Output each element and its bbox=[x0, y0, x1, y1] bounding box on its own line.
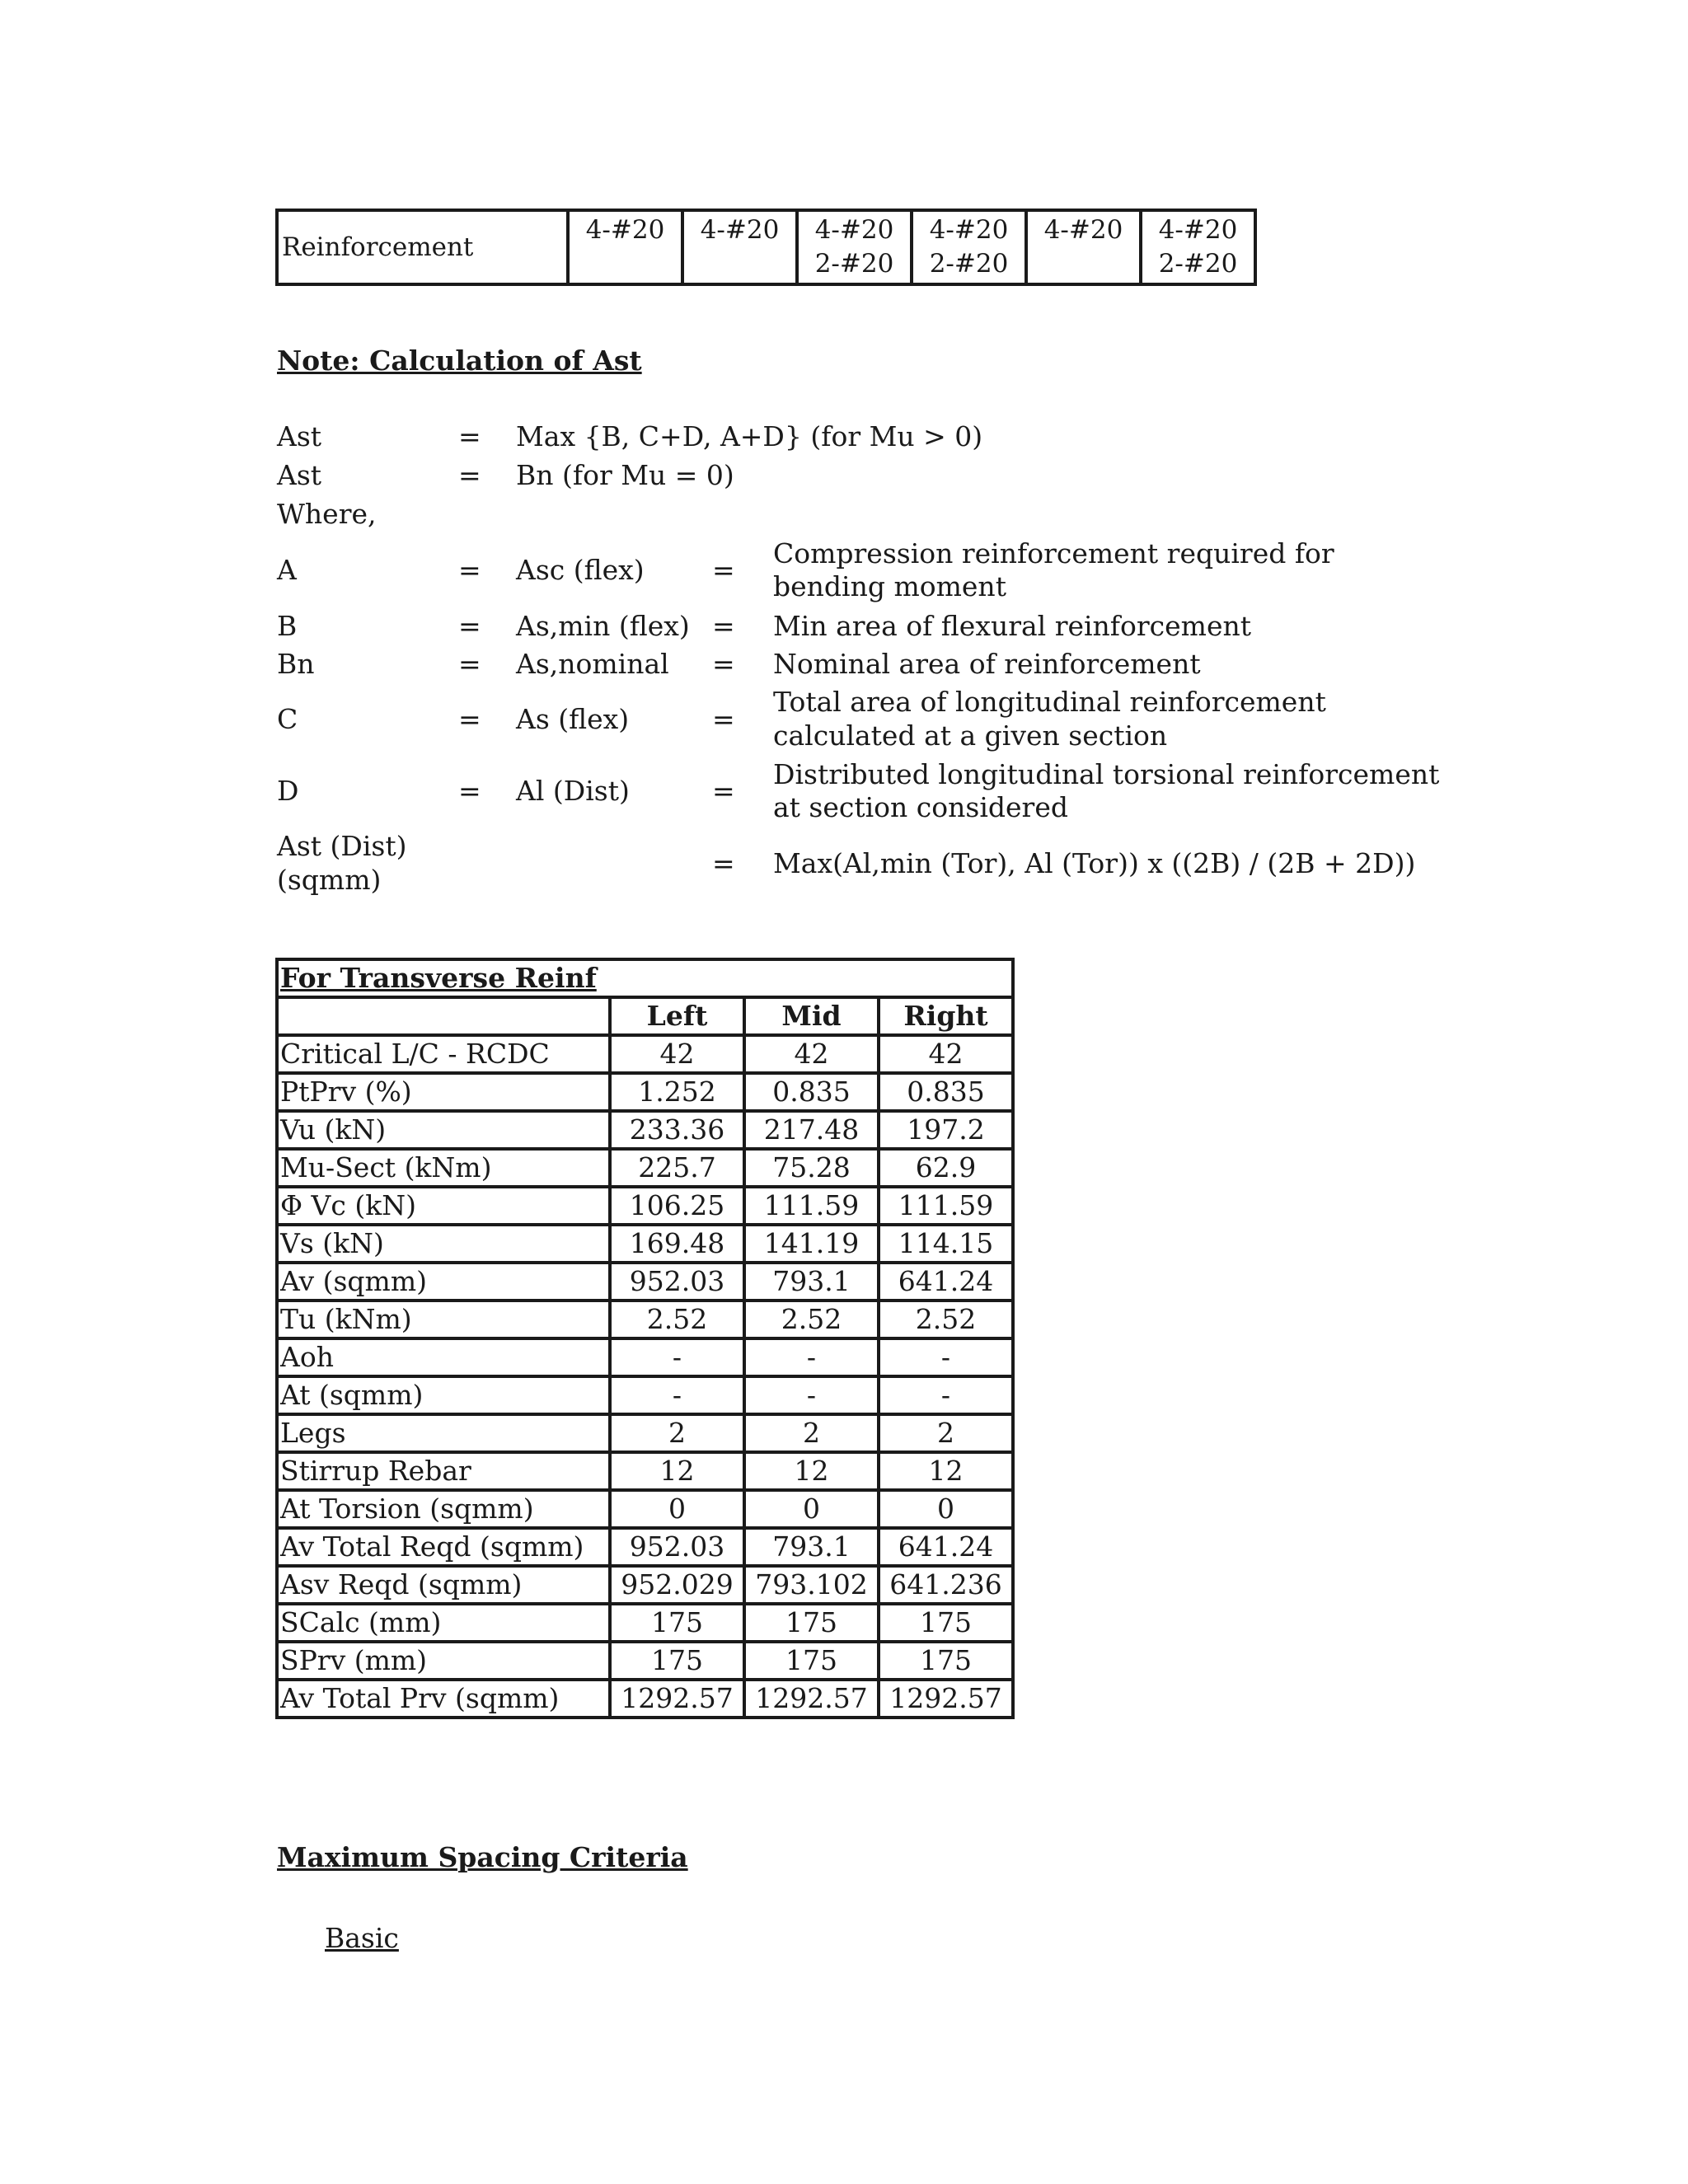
ast-formula: Max {B, C+D, A+D} (for Mu > 0) bbox=[516, 420, 983, 452]
header-blank bbox=[277, 997, 610, 1035]
bar-line-1: 4-#20 bbox=[700, 215, 780, 245]
cell-mid: 793.1 bbox=[744, 1528, 879, 1566]
row-label: Φ Vc (kN) bbox=[277, 1187, 610, 1225]
bar-line-1: 4-#20 bbox=[585, 215, 665, 245]
cell-left: 952.03 bbox=[610, 1528, 744, 1566]
cell-mid: 0.835 bbox=[744, 1073, 879, 1111]
cell-mid: 793.1 bbox=[744, 1263, 879, 1301]
cell-right: 62.9 bbox=[879, 1149, 1013, 1187]
bar-line-2 bbox=[570, 247, 681, 281]
reinforcement-cell bbox=[1026, 210, 1141, 284]
table-row bbox=[277, 1528, 1013, 1566]
cell-mid: 1292.57 bbox=[744, 1680, 879, 1718]
cell-mid: 793.102 bbox=[744, 1566, 879, 1604]
equals-sign: = bbox=[712, 703, 735, 735]
cell-left: 12 bbox=[610, 1452, 744, 1490]
cell-right: 114.15 bbox=[879, 1225, 1013, 1263]
equals-sign: = bbox=[458, 648, 481, 680]
cell-mid: 111.59 bbox=[744, 1187, 879, 1225]
cell-right: 42 bbox=[879, 1035, 1013, 1073]
cell-right: 641.24 bbox=[879, 1528, 1013, 1566]
cell-mid: - bbox=[744, 1376, 879, 1414]
def-symbol: D bbox=[277, 775, 299, 807]
def-term: Al (Dist) bbox=[516, 775, 630, 807]
row-label: Asv Reqd (sqmm) bbox=[277, 1566, 610, 1604]
reinforcement-table bbox=[275, 209, 1257, 286]
cell-left: 42 bbox=[610, 1035, 744, 1073]
row-label: PtPrv (%) bbox=[277, 1073, 610, 1111]
table-title-row bbox=[277, 959, 1013, 997]
table-row bbox=[277, 1149, 1013, 1187]
row-label: Tu (kNm) bbox=[277, 1301, 610, 1338]
cell-right: 641.24 bbox=[879, 1263, 1013, 1301]
cell-left: 169.48 bbox=[610, 1225, 744, 1263]
cell-right: 1292.57 bbox=[879, 1680, 1013, 1718]
table-row bbox=[277, 1035, 1013, 1073]
def-term: As,nominal bbox=[516, 648, 669, 680]
bar-line-2: 2-#20 bbox=[929, 249, 1009, 279]
reinforcement-cell bbox=[1141, 210, 1255, 284]
bar-line-2 bbox=[684, 247, 795, 281]
row-label: SPrv (mm) bbox=[277, 1642, 610, 1680]
cell-right: 2.52 bbox=[879, 1301, 1013, 1338]
cell-mid: 75.28 bbox=[744, 1149, 879, 1187]
ast-dist-symbol: Ast (Dist) bbox=[277, 830, 407, 862]
row-label: Aoh bbox=[277, 1338, 610, 1376]
cell-left: 175 bbox=[610, 1642, 744, 1680]
cell-right: 0.835 bbox=[879, 1073, 1013, 1111]
table-header-row bbox=[277, 997, 1013, 1035]
equals-sign: = bbox=[712, 775, 735, 807]
table-row bbox=[277, 1376, 1013, 1414]
def-description: Total area of longitudinal reinforcement bbox=[773, 686, 1326, 718]
table-row bbox=[277, 1263, 1013, 1301]
def-symbol: B bbox=[277, 610, 298, 642]
def-description: Distributed longitudinal torsional reinforcement bbox=[773, 758, 1440, 790]
def-description-cont: at section considered bbox=[773, 791, 1068, 823]
reinforcement-label: Reinforcement bbox=[277, 210, 568, 284]
cell-right: 175 bbox=[879, 1642, 1013, 1680]
ast-symbol: Ast bbox=[277, 420, 322, 452]
row-label: Legs bbox=[277, 1414, 610, 1452]
cell-left: 952.03 bbox=[610, 1263, 744, 1301]
table-row bbox=[277, 1073, 1013, 1111]
reinforcement-row bbox=[277, 210, 1255, 284]
def-symbol: C bbox=[277, 703, 298, 735]
cell-left: 225.7 bbox=[610, 1149, 744, 1187]
cell-mid: 175 bbox=[744, 1604, 879, 1642]
bar-line-2 bbox=[1028, 247, 1139, 281]
ast-nominal-formula: Bn (for Mu = 0) bbox=[516, 459, 734, 491]
equals-sign: = bbox=[458, 420, 481, 452]
table-title: For Transverse Reinf bbox=[277, 959, 1013, 997]
table-row bbox=[277, 1680, 1013, 1718]
reinforcement-cell bbox=[912, 210, 1026, 284]
equals-sign: = bbox=[712, 847, 735, 879]
cell-right: 0 bbox=[879, 1490, 1013, 1528]
ast-dist-unit: (sqmm) bbox=[277, 864, 382, 896]
reinforcement-cell bbox=[682, 210, 797, 284]
cell-left: 0 bbox=[610, 1490, 744, 1528]
reinforcement-cell bbox=[797, 210, 912, 284]
ast-symbol: Ast bbox=[277, 459, 322, 491]
table-row bbox=[277, 1604, 1013, 1642]
cell-mid: 2.52 bbox=[744, 1301, 879, 1338]
equals-sign: = bbox=[458, 775, 481, 807]
equals-sign: = bbox=[712, 648, 735, 680]
table-row bbox=[277, 1338, 1013, 1376]
row-label: At Torsion (sqmm) bbox=[277, 1490, 610, 1528]
row-label: At (sqmm) bbox=[277, 1376, 610, 1414]
cell-mid: 141.19 bbox=[744, 1225, 879, 1263]
cell-right: - bbox=[879, 1338, 1013, 1376]
cell-left: - bbox=[610, 1338, 744, 1376]
header-mid: Mid bbox=[744, 997, 879, 1035]
cell-right: 12 bbox=[879, 1452, 1013, 1490]
table-row bbox=[277, 1452, 1013, 1490]
cell-left: - bbox=[610, 1376, 744, 1414]
cell-mid: 0 bbox=[744, 1490, 879, 1528]
equals-sign: = bbox=[712, 610, 735, 642]
cell-left: 1.252 bbox=[610, 1073, 744, 1111]
def-description: Nominal area of reinforcement bbox=[773, 648, 1201, 680]
row-label: Stirrup Rebar bbox=[277, 1452, 610, 1490]
table-row bbox=[277, 1225, 1013, 1263]
row-label: Av (sqmm) bbox=[277, 1263, 610, 1301]
bar-line-1: 4-#20 bbox=[814, 215, 894, 245]
cell-mid: 175 bbox=[744, 1642, 879, 1680]
row-label: Critical L/C - RCDC bbox=[277, 1035, 610, 1073]
cell-left: 233.36 bbox=[610, 1111, 744, 1149]
table-row bbox=[277, 1642, 1013, 1680]
def-symbol: Bn bbox=[277, 648, 315, 680]
cell-mid: - bbox=[744, 1338, 879, 1376]
cell-left: 175 bbox=[610, 1604, 744, 1642]
row-label: Vs (kN) bbox=[277, 1225, 610, 1263]
def-description-cont: calculated at a given section bbox=[773, 719, 1168, 752]
cell-right: 2 bbox=[879, 1414, 1013, 1452]
equals-sign: = bbox=[712, 554, 735, 586]
def-symbol: A bbox=[277, 554, 297, 586]
header-right: Right bbox=[879, 997, 1013, 1035]
def-description-cont: bending moment bbox=[773, 570, 1006, 602]
cell-left: 1292.57 bbox=[610, 1680, 744, 1718]
cell-mid: 2 bbox=[744, 1414, 879, 1452]
row-label: Av Total Reqd (sqmm) bbox=[277, 1528, 610, 1566]
max-spacing-heading: Maximum Spacing Criteria bbox=[277, 1841, 688, 1873]
cell-left: 952.029 bbox=[610, 1566, 744, 1604]
table-row bbox=[277, 1301, 1013, 1338]
cell-right: - bbox=[879, 1376, 1013, 1414]
def-description: Compression reinforcement required for bbox=[773, 537, 1334, 569]
cell-left: 106.25 bbox=[610, 1187, 744, 1225]
row-label: Mu-Sect (kNm) bbox=[277, 1149, 610, 1187]
cell-right: 175 bbox=[879, 1604, 1013, 1642]
transverse-table-body bbox=[277, 1035, 1013, 1718]
table-row bbox=[277, 1490, 1013, 1528]
where-label: Where, bbox=[277, 498, 377, 530]
bar-line-1: 4-#20 bbox=[1158, 215, 1238, 245]
cell-right: 197.2 bbox=[879, 1111, 1013, 1149]
bar-line-2: 2-#20 bbox=[814, 249, 894, 279]
row-label: Vu (kN) bbox=[277, 1111, 610, 1149]
cell-mid: 42 bbox=[744, 1035, 879, 1073]
transverse-reinf-table bbox=[275, 958, 1015, 1719]
def-term: Asc (flex) bbox=[516, 554, 645, 586]
table-row bbox=[277, 1566, 1013, 1604]
bar-line-1: 4-#20 bbox=[1043, 215, 1123, 245]
equals-sign: = bbox=[458, 554, 481, 586]
cell-mid: 217.48 bbox=[744, 1111, 879, 1149]
equals-sign: = bbox=[458, 610, 481, 642]
header-left: Left bbox=[610, 997, 744, 1035]
cell-right: 111.59 bbox=[879, 1187, 1013, 1225]
cell-left: 2.52 bbox=[610, 1301, 744, 1338]
cell-left: 2 bbox=[610, 1414, 744, 1452]
cell-right: 641.236 bbox=[879, 1566, 1013, 1604]
table-row bbox=[277, 1414, 1013, 1452]
basic-subheading: Basic bbox=[325, 1922, 399, 1954]
table-row bbox=[277, 1187, 1013, 1225]
def-term: As (flex) bbox=[516, 703, 630, 735]
equals-sign: = bbox=[458, 703, 481, 735]
note-heading: Note: Calculation of Ast bbox=[277, 344, 642, 377]
def-term: As,min (flex) bbox=[516, 610, 690, 642]
table-row bbox=[277, 1111, 1013, 1149]
reinforcement-cell bbox=[568, 210, 682, 284]
ast-dist-formula: Max(Al,min (Tor), Al (Tor)) x ((2B) / (2B + 2D)) bbox=[773, 847, 1416, 879]
bar-line-1: 4-#20 bbox=[929, 215, 1009, 245]
bar-line-2: 2-#20 bbox=[1158, 249, 1238, 279]
cell-mid: 12 bbox=[744, 1452, 879, 1490]
equals-sign: = bbox=[458, 459, 481, 491]
row-label: SCalc (mm) bbox=[277, 1604, 610, 1642]
def-description: Min area of flexural reinforcement bbox=[773, 610, 1252, 642]
row-label: Av Total Prv (sqmm) bbox=[277, 1680, 610, 1718]
